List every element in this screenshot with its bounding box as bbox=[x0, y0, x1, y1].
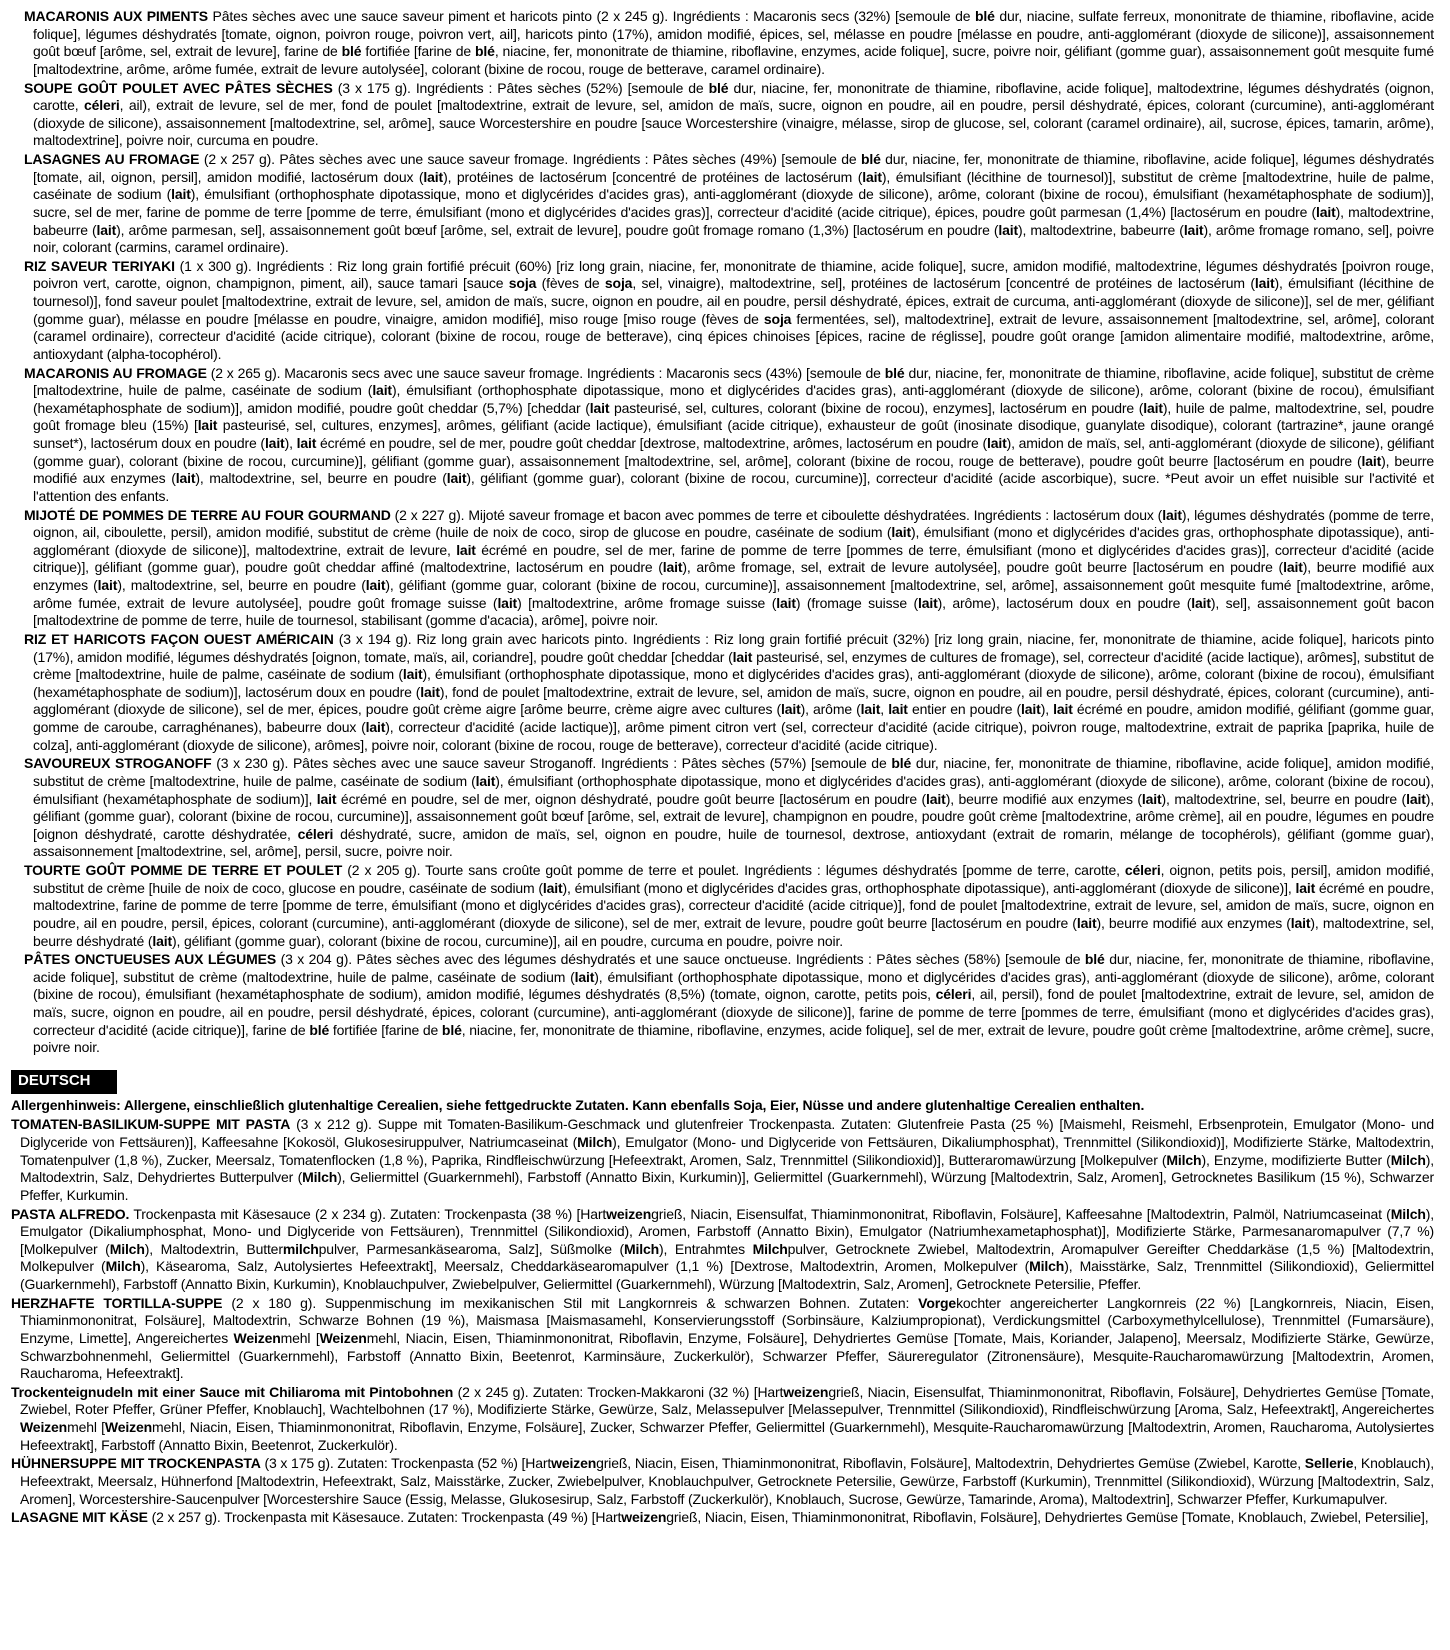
ingredient-section-macaronis-piments bbox=[24, 8, 1434, 79]
product-title: HÜHNERSUPPE MIT TROCKENPASTA bbox=[11, 1455, 261, 1472]
ingredient-section-lasagne-kaese bbox=[11, 1509, 1434, 1527]
language-divider-deutsch: DEUTSCH bbox=[11, 1070, 117, 1094]
ingredient-section-pasta-alfredo bbox=[11, 1206, 1434, 1294]
ingredient-section-huehnersuppe bbox=[11, 1455, 1434, 1508]
ingredient-section-tomaten-basilikum bbox=[11, 1116, 1434, 1204]
ingredient-text: (1 x 300 g). Ingrédients : Riz long grain fortifié précuit (60%) [riz long grain, niacine, fer, mononitrate de thiamine, acide folique], sucre, amidon modifié, maltodextrine, légumes déshydratés [poivron rouge, poivron vert, carotte, oignon, champignon, piment, ail), sauce tamari [sauce soja (fèves de soja, sel, vinaigre), maltodextrine, sel], protéines de lactosérum [concentré de protéines de lactosérum (lait), émulsifiant (lécithine de tournesol)], fond saveur poulet [maltodextrine, extrait de levure, sel, amidon de maïs, sucre, oignon en poudre, ail en poudre, persil déshydraté, épices, extrait de curcuma, anti-agglomérant (dioxyde de silicone)], sel de mer, gélifiant (gomme guar), mélasse en poudre [mélasse en poudre, vinaigre, amidon modifié], miso rouge [miso rouge (fèves de soja fermentées, sel), maltodextrine], extrait de levure, assaisonnement [maltodextrine, sel, arôme], colorant (caramel ordinaire), correcteur d'acidité (acide citrique), colorant (bixine de rocou, rouge de betterave), cinq épices chinoises [épices, racine de réglisse], poudre goût orange [amidon alimentaire modifié, maltodextrine, arôme, antioxydant (alpha-tocophérol). bbox=[33, 257, 1434, 362]
ingredient-text: (3 x 175 g). Ingrédients : Pâtes sèches (52%) [semoule de blé dur, niacine, fer, mononitrate de thiamine, riboflavine, acide folique], maltodextrine, légumes déshydratés (oignon, carotte, céleri, ail), extrait de levure, sel de mer, fond de poulet [maltodextrine, extrait de levure, sel, amidon de maïs, sucre, oignon en poudre, ail en poudre, persil déshydraté, épices, colorant (curcumine), anti-agglomérant (dioxyde de silicone), assaisonnement [maltodextrine, sel, arôme], sauce Worcestershire en poudre [sauce Worcestershire (vinaigre, mélasse, sirop de glucose, sel, colorant (caramel ordinaire), ail, sucrose, épices, tamarin, arôme), maltodextrine], poivre noir, curcuma en poudre. bbox=[33, 79, 1434, 149]
product-title: MACARONIS AUX PIMENTS bbox=[24, 8, 208, 24]
ingredient-text: (2 x 227 g). Mijoté saveur fromage et bacon avec pommes de terre et ciboulette déshydratées. Ingrédients : lactosérum doux (lait), légumes déshydratés (pomme de terre, oignon, ail, ciboulette, persil), amidon modifié, substitut de crème (huile de noix de coco, sirop de glucose en poudre, caséinate de sodium (lait), émulsifiant (mono et diglycérides d'acides gras, orthophosphate dipotassique), anti-agglomérant (dioxyde de silicone)], maltodextrine, extrait de levure, lait écrémé en poudre, sel de mer, farine de pomme de terre [pommes de terre, émulsifiant (mono et diglycérides d'acides gras)], correcteur d'acidité (acide citrique)], gélifiant (gomme guar), poudre goût cheddar affiné (maltodextrine, lactosérum en poudre (lait), arôme fromage, sel, extrait de levure autolysée], poudre goût beurre [lactosérum en poudre (lait), beurre modifié aux enzymes (lait), maltodextrine, sel, beurre en poudre (lait), gélifiant (gomme guar, colorant (bixine de rocou, curcumine)], assaisonnement [maltodextrine, sel, arôme], assaisonnement goût mesquite fumé [maltodextrine, arôme, arôme fumée, extrait de levure autolysée], poudre goût fromage suisse (lait) [maltodextrine, arôme fromage suisse (lait) (fromage suisse (lait), arôme), lactosérum doux en poudre (lait), sel], assaisonnement goût bacon [maltodextrine de pomme de terre, huile de tournesol, stabilisant (gomme d'acacia), arôme], poivre noir. bbox=[33, 506, 1435, 629]
ingredient-text: (3 x 175 g). Zutaten: Trockenpasta (52 %) [Hartweizengrieß, Niacin, Eisen, Thiaminmononitrat, Riboflavin, Folsäure], Maltodextrin, Dehydriertes Gemüse (Zwiebel, Karotte, Sellerie, Knoblauch), Hefeextrakt, Meersalz, Hühnerfond [Maltodextrin, Hefeextrakt, Salz, Maisstärke, Zucker, Zwiebelpulver, Knoblauchpulver, Getrocknete Petersilie, Gewürze, Farbstoff (Kurkumin), Trennmittel (Silikondioxid), Würzung [Maltodextrin, Salz, Aromen], Worcestershire-Saucenpulver [Worcestershire Sauce (Essig, Melasse, Glukosesirup, Salz, Farbstoff (Zuckerkulör), Knoblauch, Sucrose, Gewürze, Tamarinde, Aroma), Maltodextrin], Schwarzer Pfeffer, Kurkumapulver. bbox=[20, 1455, 1434, 1507]
product-title: LASAGNES AU FROMAGE bbox=[24, 151, 200, 167]
product-title: RIZ SAVEUR TERIYAKI bbox=[24, 257, 175, 274]
ingredient-section-macaronis-fromage bbox=[24, 365, 1434, 506]
product-title: LASAGNE MIT KÄSE bbox=[11, 1509, 148, 1526]
product-title: MACARONIS AU FROMAGE bbox=[24, 364, 207, 381]
product-title: SAVOUREUX STROGANOFF bbox=[24, 755, 212, 772]
ingredient-section-tortilla-suppe bbox=[11, 1295, 1434, 1383]
ingredient-section-tourte-poulet bbox=[24, 862, 1434, 950]
ingredient-text: (2 x 245 g). Zutaten: Trocken-Makkaroni (32 %) [Hartweizengrieß, Niacin, Eisensulfat, Thiaminmononitrat, Riboflavin, Folsäure], Dehydriertes Gemüse [Tomate, Zwiebel, Roter Pfeffer, Grüner Pfeffer, Knoblauch], Wachtelbohnen (17 %), Modifizierte Stärke, Gewürze, Salz, Melassepulver [Melassepulver, Trennmittel (Silikondioxid), Rindfleischwürzung [Aroma, Salz, Hefeextrakt], Angereichertes Weizenmehl [Weizenmehl, Niacin, Eisen, Thiaminmononitrat, Riboflavin, Enzyme, Folsäure], Zucker, Schwarzer Pfeffer, Geliermittel (Guarkernmehl), Mesquite-Raucharomawürzung [Maltodextrin, Aromen, Raucharoma, Autolysiertes Hefeextrakt], Farbstoff (Annatto Bixin, Beetenrot, Zuckerkulör). bbox=[20, 1383, 1434, 1453]
ingredient-section-soupe-poulet bbox=[24, 80, 1434, 151]
product-title: HERZHAFTE TORTILLA-SUPPE bbox=[11, 1294, 223, 1311]
ingredient-text: (3 x 212 g). Suppe mit Tomaten-Basilikum-Geschmack und glutenfreier Trockenpasta. Zutaten: Glutenfreie Pasta (25 %) [Maismehl, Reismehl, Erbsenprotein, Emulgator (Mono- und Diglyceride von Fettsäuren)], Kaffeesahne [Kokosöl, Glukosesiruppulver, Natriumcaseinat (Milch), Emulgator (Mono- und Diglyceride von Fettsäuren, Dikaliumphosphat), Trennmittel (Silikondioxid)], Modifizierte Stärke, Maltodextrin, Tomatenpulver (1,8 %), Zucker, Meersalz, Tomatenflocken (1,8 %), Paprika, Rindfleischwürzung [Hefeextrakt, Aromen, Salz, Trennmittel (Silikondioxid)], Butteraromawürzung [Molkepulver (Milch), Enzyme, modifizierte Butter (Milch), Maltodextrin, Salz, Dehydriertes Butterpulver (Milch), Geliermittel (Guarkernmehl), Farbstoff (Annatto Bixin, Kurkumin)], Geliermittel (Guarkernmehl), Würzung [Maltodextrin, Salz, Aromen], Getrocknetes Basilikum (15 %), Schwarzer Pfeffer, Kurkumin. bbox=[20, 1116, 1434, 1203]
product-title: MIJOTÉ DE POMMES DE TERRE AU FOUR GOURMAND bbox=[24, 506, 391, 523]
product-title: Trockenteignudeln mit einer Sauce mit Chiliaroma mit Pintobohnen bbox=[11, 1383, 454, 1400]
ingredient-text: (2 x 265 g). Macaronis secs avec une sauce saveur fromage. Ingrédients : Macaronis secs (43%) [semoule de blé dur, niacine, fer, mononitrate de thiamine, riboflavine, acide folique], substitut de crème [maltodextrine, huile de palme, caséinate de sodium (lait), émulsifiant (orthophosphate dipotassique, mono et diglycérides d'acides gras), anti-agglomérant (dioxyde de silicone), arôme, colorant (bixine de rocou), émulsifiant (hexamétaphosphate de sodium)], amidon modifié, poudre goût cheddar (5,7%) [cheddar (lait pasteurisé, sel, cultures, colorant (bixine de rocou), enzymes], lactosérum en poudre (lait), huile de palme, maltodextrine, sel, poudre goût fromage bleu (15%) [lait pasteurisé, sel, cultures, enzymes], arômes, gélifiant (acide lactique), émulsifiant (acide citrique), exhausteur de goût (inosinate disodique, guanylate disodique), colorant (tartrazine*, jaune orangé sunset*), lactosérum doux en poudre (lait), lait écrémé en poudre, sel de mer, poudre goût cheddar [dextrose, maltodextrine, arômes, lactosérum en poudre (lait), amidon de maïs, sel, anti-agglomérant (dioxyde de silicone), gélifiant (gomme guar), colorant (bixine de rocou, curcumine)], gélifiant (gomme guar), assaisonnement [maltodextrine, sel, arôme], colorant (bixine de rocou, rouge de betterave), poudre goût beurre [lactosérum en poudre (lait), beurre modifié aux enzymes (lait), maltodextrine, sel, beurre en poudre (lait), gélifiant (gomme guar), colorant (bixine de rocou, curcumine)], correcteur d'acidité (acide ascorbique), sucre. *Peut avoir un effet nuisible sur l'activité et l'attention des enfants. bbox=[33, 364, 1435, 504]
ingredient-text: Trockenpasta mit Käsesauce (2 x 234 g). Zutaten: Trockenpasta (38 %) [Hartweizengrieß, Niacin, Eisensulfat, Thiaminmononitrat, Riboflavin, Folsäure], Kaffeesahne [Maltodextrin, Palmöl, Natriumcaseinat (Milch), Emulgator (Dikaliumphosphat, Mono- und Diglyceride von Fettsäuren), Trennmittel (Silikondioxid), Aromen, Farbstoff (Annatto Bixin), Emulgator (Natriumhexametaphosphat)], Modifizierte Stärke, Parmesanaromapulver (7,7 %) [Molkepulver (Milch), Maltodextrin, Buttermilchpulver, Parmesankäsearoma, Salz], Süßmolke (Milch), Entrahmtes Milchpulver, Getrocknete Zwiebel, Maltodextrin, Aromapulver Gereifter Cheddarkäse (1,5 %) [Maltodextrin, Molkepulver (Milch), Käsearoma, Salz, Autolysiertes Hefeextrakt], Meersalz, Cheddarkäsearomapulver (1,1 %) [Dextrose, Maltodextrin, Aromen, Molkepulver (Milch), Maisstärke, Salz, Trennmittel (Silikondioxid), Geliermittel (Guarkernmehl), Farbstoff (Annatto Bixin, Kurkumin), Knoblauchpulver, Zwiebelpulver, Geliermittel (Guarkernmehl), Würzung [Maltodextrin, Salz, Aromen], Getrocknete Petersilie, Pfeffer. bbox=[20, 1205, 1435, 1293]
ingredient-text: Pâtes sèches avec une sauce saveur piment et haricots pinto (2 x 245 g). Ingrédients : Macaronis secs (32%) [semoule de blé dur, niacine, sulfate ferreux, mononitrate de thiamine, riboflavine, acide folique], légumes déshydratés [tomate, oignon, poivron rouge, poivron vert, ail], haricots pinto (17%), amidon modifié, épices, sel, mélasse en poudre [mélasse en poudre, anti-agglomérant (dioxyde de silicone)], assaisonnement goût bœuf [arôme, sel, extrait de levure], farine de blé fortifiée [farine de blé, niacine, fer, mononitrate de thiamine, riboflavine, enzymes, acide folique], sucre, poivre noir, gélifiant (gomme guar), assaisonnement goût mesquite fumé [maltodextrine, arôme, arôme fumée, extrait de levure autolysée], colorant (bixine de rocou, rouge de betterave, caramel ordinaire). bbox=[33, 8, 1434, 77]
ingredient-text: (2 x 257 g). Pâtes sèches avec une sauce saveur fromage. Ingrédients : Pâtes sèches (49%) [semoule de blé dur, niacine, fer, mononitrate de thiamine, riboflavine, acide folique], légumes déshydratés [tomate, ail, oignon, persil], amidon modifié, lactosérum doux (lait), protéines de lactosérum [concentré de protéines de lactosérum (lait), émulsifiant (lécithine de tournesol)], substitut de crème [maltodextrine, huile de palme, caséinate de sodium (lait), émulsifiant (orthophosphate dipotassique, mono et diglycérides d'acides gras), anti-agglomérant (dioxyde de silicone), arôme, colorant (bixine de rocou), émulsifiant (hexamétaphosphate de sodium)], sucre, sel de mer, farine de pomme de terre [pomme de terre, émulsifiant (mono et diglycérides d'acides gras)], correcteur d'acidité (acide citrique), épices, poudre goût parmesan (1,4%) [lactosérum en poudre (lait), maltodextrine, babeurre (lait), arôme parmesan, sel], assaisonnement goût bœuf [arôme, sel, extrait de levure], poudre goût fromage romano (1,3%) [lactosérum en poudre (lait), maltodextrine, babeurre (lait), arôme fromage romano, sel], poivre noir, colorant (carmins, caramel ordinaire). bbox=[33, 151, 1435, 256]
ingredient-text: (2 x 257 g). Trockenpasta mit Käsesauce. Zutaten: Trockenpasta (49 %) [Hartweizengrieß, Niacin, Eisen, Thiaminmononitrat, Riboflavin, Folsäure], Dehydriertes Gemüse [Tomate, Knoblauch, Zwiebel, Petersilie], bbox=[151, 1509, 1429, 1526]
allergen-note: Allergenhinweis: Allergene, einschließlich glutenhaltige Cerealien, siehe fettgedruckte Zutaten. Kann ebenfalls Soja, Eier, Nüsse und andere glutenhaltige Cerealien enthalten. bbox=[11, 1096, 1145, 1113]
product-title: PASTA ALFREDO. bbox=[11, 1205, 130, 1222]
product-title: PÂTES ONCTUEUSES AUX LÉGUMES bbox=[24, 951, 277, 968]
ingredient-text: (3 x 204 g). Pâtes sèches avec des légumes déshydratés et une sauce onctueuse. Ingrédients : Pâtes sèches (58%) [semoule de blé dur, niacine, fer, mononitrate de thiamine, riboflavine, acide folique], substitut de crème (maltodextrine, huile de palme, caséinate de sodium (lait), émulsifiant (orthophosphate dipotassique, mono et diglycérides d'acides gras), anti-agglomérant (dioxyde de silicone), arôme, colorant (bixine de rocou), émulsifiant (hexamétaphosphate de sodium), amidon modifié, légumes déshydratés (8,5%) (tomate, oignon, carotte, petits pois, céleri, ail, persil), fond de poulet [maltodextrine, extrait de levure, sel, amidon de maïs, sucre, oignon en poudre, ail en poudre, persil déshydraté, épices, colorant (curcumine), anti-agglomérant (dioxyde de silicone)], farine de pomme de terre [pommes de terre, émulsifiant (mono et diglycérides d'acides gras), correcteur d'acidité (acide citrique)], farine de blé fortifiée [farine de blé, niacine, fer, mononitrate de thiamine, riboflavine, enzymes, acide folique], sel de mer, extrait de levure, poudre goût crème [maltodextrine, arôme crème], sucre, poivre noir. bbox=[33, 951, 1435, 1056]
ingredient-section-mijote-pommes bbox=[24, 507, 1434, 630]
ingredient-section-riz-teriyaki bbox=[24, 258, 1434, 364]
ingredient-section-pates-legumes bbox=[24, 951, 1434, 1057]
ingredient-section-riz-haricots bbox=[24, 631, 1434, 754]
product-title: SOUPE GOÛT POULET AVEC PÂTES SÈCHES bbox=[24, 79, 333, 96]
ingredient-section-stroganoff bbox=[24, 755, 1434, 861]
product-title: TOMATEN-BASILIKUM-SUPPE MIT PASTA bbox=[11, 1116, 291, 1133]
product-title: RIZ ET HARICOTS FAÇON OUEST AMÉRICAIN bbox=[24, 630, 334, 647]
german-ingredients-block bbox=[11, 1116, 1434, 1526]
ingredient-text: (2 x 205 g). Tourte sans croûte goût pomme de terre et poulet. Ingrédients : légumes déshydratés [pomme de terre, carotte, céleri, oignon, petits pois, persil], amidon modifié, substitut de crème [huile de noix de coco, glucose en poudre, caséinate de sodium (lait), émulsifiant (mono et diglycérides d'acides gras, orthophosphate dipotassique), anti-agglomérant (dioxyde de silicone)], lait écrémé en poudre, maltodextrine, farine de pomme de terre [pomme de terre, émulsifiant (mono et diglycérides d'acides gras), correcteur d'acidité (acide citrique)], fond de poulet [maltodextrine, extrait de levure, sel, amidon de maïs, sucre, oignon en poudre, ail en poudre, persil, épices, colorant (curcumine), anti-agglomérant (dioxyde de silicone), sel de mer, extrait de levure, poudre goût beurre [lactosérum en poudre (lait), beurre modifié aux enzymes (lait), maltodextrine, sel, beurre déshydraté (lait), gélifiant (gomme guar), colorant (bixine de rocou, curcumine)], ail en poudre, curcuma en poudre, poivre noir. bbox=[33, 862, 1434, 949]
ingredient-section-lasagnes-fromage bbox=[24, 151, 1434, 257]
ingredient-text: (3 x 230 g). Pâtes sèches avec une sauce saveur Stroganoff. Ingrédients : Pâtes sèches (57%) [semoule de blé dur, niacine, fer, mononitrate de thiamine, riboflavine, acide folique], amidon modifié, substitut de crème [maltodextrine, huile de palme, caséinate de sodium (lait), émulsifiant (orthophosphate dipotassique, mono et diglycérides d'acides gras), anti-agglomérant (dioxyde de silicone), arôme, colorant (bixine de rocou), émulsifiant (hexamétaphosphate de sodium)], lait écrémé en poudre, sel de mer, oignon déshydraté, poudre goût beurre [lactosérum en poudre (lait), beurre modifié aux enzymes (lait), maltodextrine, sel, beurre en poudre (lait), gélifiant (gomme guar), colorant (bixine de rocou, curcumine)], assaisonnement goût bœuf [arôme, sel, extrait de levure], champignon en poudre, poudre goût crème [maltodextrine, arôme crème], ail en poudre, légumes en poudre [oignon déshydraté, carotte déshydratée, céleri déshydraté, sucre, amidon de maïs, sel, oignon en poudre, huile de tournesol, dextrose, antioxydant (extrait de romarin, mélange de tocophérols), gélifiant (gomme guar), assaisonnement [maltodextrine, sel, arôme], persil, sucre, poivre noir. bbox=[33, 755, 1434, 860]
product-title: TOURTE GOÛT POMME DE TERRE ET POULET bbox=[24, 862, 343, 878]
french-ingredients-block bbox=[11, 8, 1434, 1057]
ingredient-text: (3 x 194 g). Riz long grain avec haricots pinto. Ingrédients : Riz long grain fortifié précuit (32%) [riz long grain, niacine, fer, mononitrate de thiamine, acide folique], haricots pinto (17%), amidon modifié, légumes déshydratés [oignon, tomate, maïs, ail, coriandre], poudre goût cheddar [cheddar (lait pasteurisé, sel, enzymes de cultures de fromage), sel, correcteur d'acidité (acide lactique), arômes], substitut de crème [maltodextrine, huile de palme, caséinate de sodium (lait), émulsifiant (orthophosphate dipotassique, mono et diglycérides d'acides gras), anti-agglomérant (dioxyde de silicone), arôme, colorant (bixine de rocou), émulsifiant (hexamétaphosphate de sodium)], lactosérum doux en poudre (lait), fond de poulet [maltodextrine, extrait de levure, sel, amidon de maïs, sucre, oignon en poudre, ail en poudre, persil déshydraté, épices, colorant (curcumine), anti-agglomérant (dioxyde de silicone), sel de mer, épices, poudre goût crème aigre [arôme beurre, crème aigre avec cultures (lait), arôme (lait, lait entier en poudre (lait), lait écrémé en poudre, amidon modifié, gélifiant (gomme guar, gomme de caroube, carraghénanes), babeurre doux (lait), correcteur d'acidité (acide lactique)], arôme piment citron vert (sel, correcteur d'acidité (acide citrique), poivron rouge, maltodextrine, extrait de paprika [paprika, huile de colza], anti-agglomérant (dioxyde de silicone), arômes], poivre noir, colorant (bixine de rocou, rouge de betterave), correcteur d'acidité (acide citrique). bbox=[33, 630, 1435, 753]
ingredient-section-trockenteignudeln bbox=[11, 1384, 1434, 1455]
ingredient-text: (2 x 180 g). Suppenmischung im mexikanischen Stil mit Langkornreis & schwarzen Bohnen. Zutaten: Vorgekochter angereicherter Langkornreis (22 %) [Langkornreis, Niacin, Eisen, Thiaminmononitrat, Folsäure], Maltodextrin, Schwarze Bohnen (19 %), Maismasa [Maismasamehl, Konservierungsstoff (Sorbinsäure, Kalziumpropionat), Verdickungsmittel (Carboxymethylcellulose), Trennmittel (Fumarsäure), Enzyme, Limette], Angereichertes Weizenmehl [Weizenmehl, Niacin, Eisen, Thiaminmononitrat, Riboflavin, Enzyme, Folsäure], Dehydriertes Gemüse [Tomate, Mais, Koriander, Jalapeno], Meersalz, Modifizierte Stärke, Gewürze, Schwarzbohnenmehl, Geliermittel (Guarkernmehl), Farbstoff (Annatto Bixin, Beetenrot, Karminsäure, Zuckerkulör), Schwarzer Pfeffer, Säureregulator (Zitronensäure), Mesquite-Raucharomawürzung [Maltodextrin, Aromen, Raucharoma, Hefeextrakt]. bbox=[20, 1294, 1434, 1382]
